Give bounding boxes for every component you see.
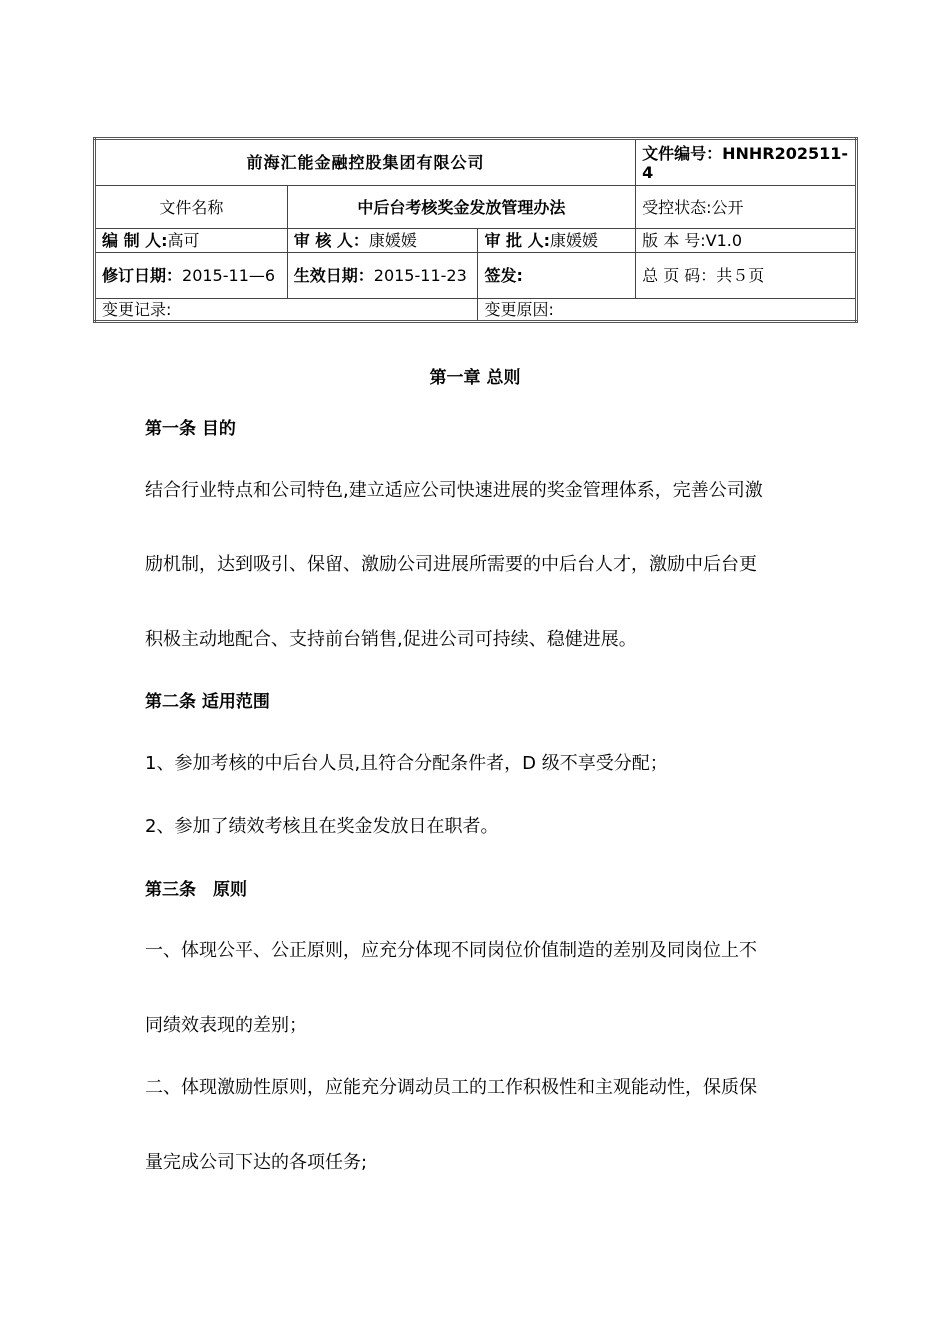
article-1-line-1: 结合行业特点和公司特色,建立适应公司快速进展的奖金管理体系，完善公司激: [145, 480, 763, 501]
article-1-line-3: 积极主动地配合、支持前台销售,促进公司可持续、稳健进展。: [145, 629, 637, 650]
article-2-line-1: 1、参加考核的中后台人员,且符合分配条件者，D 级不享受分配；: [145, 753, 668, 774]
article-2-line-2: 2、参加了绩效考核且在奖金发放日在职者。: [145, 816, 499, 837]
article-1-title: 第一条 目的: [145, 419, 236, 439]
page-count: 总 页 码：共５页: [636, 253, 857, 299]
version: 版 本 号:V1.0: [636, 229, 857, 253]
document-header-table: [93, 137, 858, 323]
control-status: 受控状态:公开: [636, 186, 857, 229]
editor: 编 制 人:高可: [95, 229, 288, 253]
approver: 审 批 人:康媛媛: [478, 229, 636, 253]
reviewer: 审 核 人：康媛媛: [287, 229, 478, 253]
company-name: 前海汇能金融控股集团有限公司: [95, 139, 636, 186]
article-3-line-1: 一、体现公平、公正原则，应充分体现不同岗位价值制造的差别及同岗位上不: [145, 940, 757, 961]
document-number: 文件编号：HNHR202511-4: [636, 139, 857, 186]
effective-date: 生效日期：2015-11-23: [287, 253, 478, 299]
change-record: 变更记录:: [95, 299, 478, 322]
article-3-line-3: 二、体现激励性原则，应能充分调动员工的工作积极性和主观能动性，保质保: [145, 1077, 757, 1098]
article-3-line-2: 同绩效表现的差别；: [145, 1015, 307, 1036]
document-title: 中后台考核奖金发放管理办法: [287, 186, 635, 229]
file-name-label: 文件名称: [95, 186, 288, 229]
article-3-title: 第三条 原则: [145, 880, 247, 900]
change-reason: 变更原因:: [478, 299, 857, 322]
revision-date: 修订日期：2015-11—6: [95, 253, 288, 299]
article-3-line-4: 量完成公司下达的各项任务;: [145, 1152, 368, 1173]
article-2-title: 第二条 适用范围: [145, 692, 270, 712]
article-1-line-2: 励机制，达到吸引、保留、激励公司进展所需要的中后台人才，激励中后台更: [145, 554, 757, 575]
issue-label: 签发:: [478, 253, 636, 299]
chapter-title: 第一章 总则: [429, 368, 521, 388]
